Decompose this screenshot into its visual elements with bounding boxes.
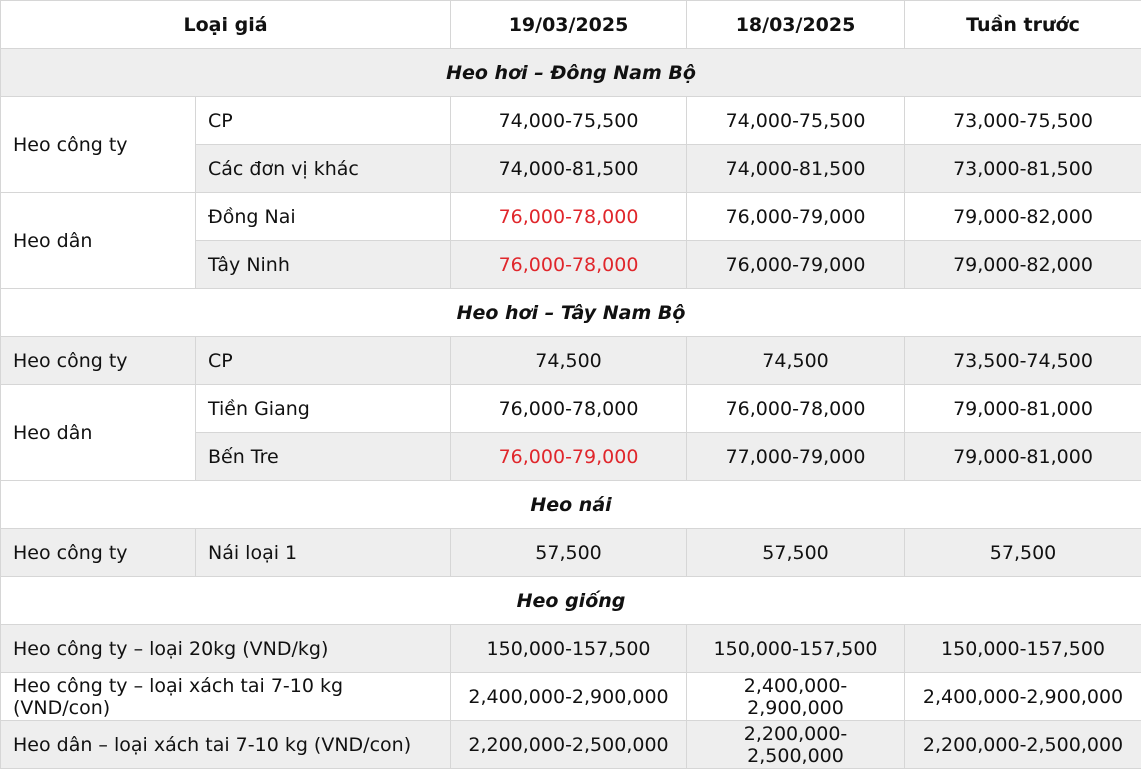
price-cell-highlight: 76,000-78,000 [451, 193, 687, 241]
table-row [1, 721, 1141, 769]
price-cell: 2,400,000-2,900,000 [451, 673, 687, 721]
table-row [1, 193, 1141, 241]
header-price-type: Loại giá [1, 1, 451, 49]
table-row [1, 97, 1141, 145]
price-cell: 76,000-79,000 [687, 193, 905, 241]
price-cell: 74,500 [687, 337, 905, 385]
price-cell: 73,000-75,500 [905, 97, 1141, 145]
price-cell: 2,200,000-2,500,000 [451, 721, 687, 769]
section-title: Heo hơi – Tây Nam Bộ [1, 289, 1141, 337]
price-cell: 74,000-81,500 [687, 145, 905, 193]
group-label: Heo dân [1, 385, 196, 481]
row-name: CP [196, 97, 451, 145]
price-cell: 150,000-157,500 [905, 625, 1141, 673]
price-cell: 150,000-157,500 [451, 625, 687, 673]
price-cell: 79,000-82,000 [905, 241, 1141, 289]
section-row [1, 289, 1141, 337]
price-cell: 73,000-81,500 [905, 145, 1141, 193]
table-row [1, 529, 1141, 577]
table-row [1, 337, 1141, 385]
header-row [1, 1, 1141, 49]
price-cell: 73,500-74,500 [905, 337, 1141, 385]
price-cell: 79,000-81,000 [905, 385, 1141, 433]
table-row [1, 673, 1141, 721]
header-date-1: 19/03/2025 [451, 1, 687, 49]
price-cell: 79,000-81,000 [905, 433, 1141, 481]
price-cell: 79,000-82,000 [905, 193, 1141, 241]
row-name: Các đơn vị khác [196, 145, 451, 193]
group-label: Heo công ty [1, 337, 196, 385]
row-name: Tây Ninh [196, 241, 451, 289]
row-name: Heo công ty – loại 20kg (VND/kg) [1, 625, 451, 673]
price-cell: 57,500 [687, 529, 905, 577]
price-cell: 74,000-75,500 [687, 97, 905, 145]
section-row [1, 577, 1141, 625]
section-row [1, 481, 1141, 529]
price-cell: 76,000-78,000 [687, 385, 905, 433]
price-cell: 76,000-78,000 [451, 385, 687, 433]
row-name: Bến Tre [196, 433, 451, 481]
price-cell: 74,000-81,500 [451, 145, 687, 193]
group-label: Heo công ty [1, 529, 196, 577]
price-cell: 76,000-79,000 [687, 241, 905, 289]
section-title: Heo giống [1, 577, 1141, 625]
header-last-week: Tuần trước [905, 1, 1141, 49]
price-cell-highlight: 76,000-78,000 [451, 241, 687, 289]
table-row [1, 625, 1141, 673]
price-cell-highlight: 76,000-79,000 [451, 433, 687, 481]
row-name: Đồng Nai [196, 193, 451, 241]
price-cell: 57,500 [905, 529, 1141, 577]
section-title: Heo nái [1, 481, 1141, 529]
group-label: Heo dân [1, 193, 196, 289]
row-name: Tiền Giang [196, 385, 451, 433]
price-cell: 74,500 [451, 337, 687, 385]
row-name: Heo dân – loại xách tai 7-10 kg (VND/con) [1, 721, 451, 769]
row-name: CP [196, 337, 451, 385]
price-cell: 77,000-79,000 [687, 433, 905, 481]
row-name: Nái loại 1 [196, 529, 451, 577]
group-label: Heo công ty [1, 97, 196, 193]
price-cell: 2,400,000-2,900,000 [687, 673, 905, 721]
price-cell: 57,500 [451, 529, 687, 577]
row-name: Heo công ty – loại xách tai 7-10 kg (VND/con) [1, 673, 451, 721]
price-cell: 2,400,000-2,900,000 [905, 673, 1141, 721]
price-cell: 74,000-75,500 [451, 97, 687, 145]
header-date-2: 18/03/2025 [687, 1, 905, 49]
section-row [1, 49, 1141, 97]
section-title: Heo hơi – Đông Nam Bộ [1, 49, 1141, 97]
price-cell: 150,000-157,500 [687, 625, 905, 673]
price-cell: 2,200,000-2,500,000 [687, 721, 905, 769]
price-cell: 2,200,000-2,500,000 [905, 721, 1141, 769]
table-row [1, 385, 1141, 433]
